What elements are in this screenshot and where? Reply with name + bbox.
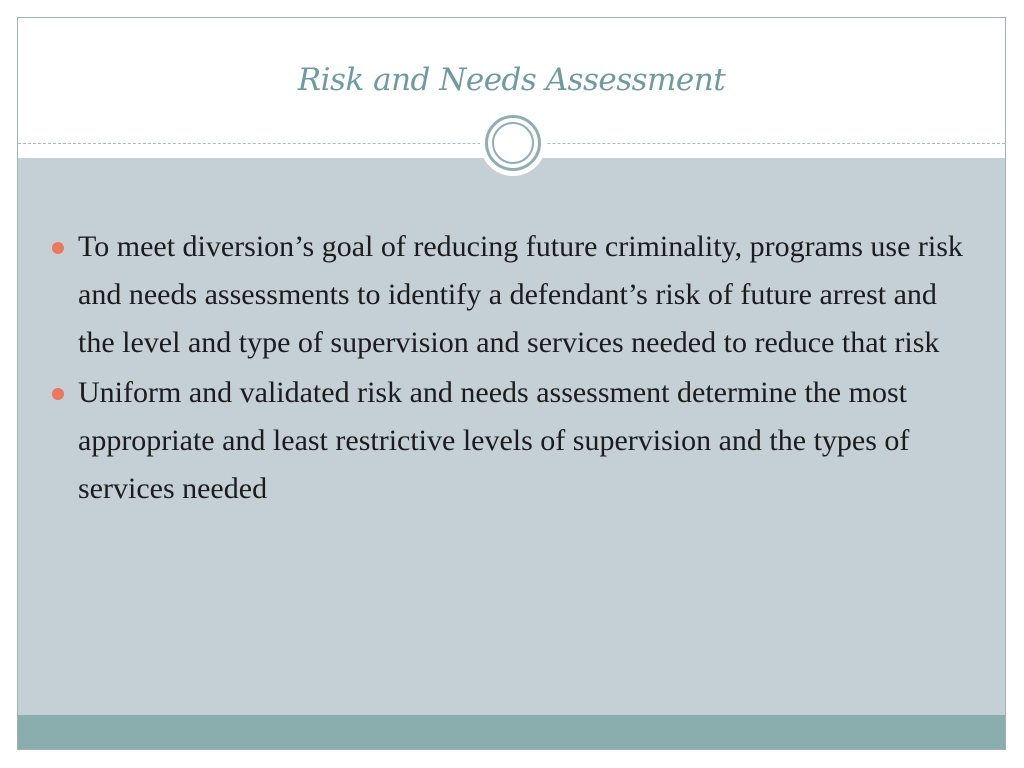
bullet-item	[50, 369, 980, 513]
bullet-text: To meet diversion’s goal of reducing future criminality, programs use risk and needs assessments to identify a defendant’s risk of future arrest and the level and type of supervision and services needed to reduce that risk	[78, 230, 963, 359]
bullet-list	[50, 223, 980, 515]
bullet-item	[50, 223, 980, 367]
bullet-dot-icon	[52, 388, 64, 400]
ring-icon	[485, 115, 541, 171]
slide-title: Risk and Needs Assessment	[297, 62, 726, 98]
bullet-text: Uniform and validated risk and needs assessment determine the most appropriate and least restrictive levels of supervision and the types of services needed	[78, 376, 910, 505]
footer-band	[18, 715, 1005, 749]
slide	[17, 17, 1006, 750]
bullet-dot-icon	[52, 242, 64, 254]
